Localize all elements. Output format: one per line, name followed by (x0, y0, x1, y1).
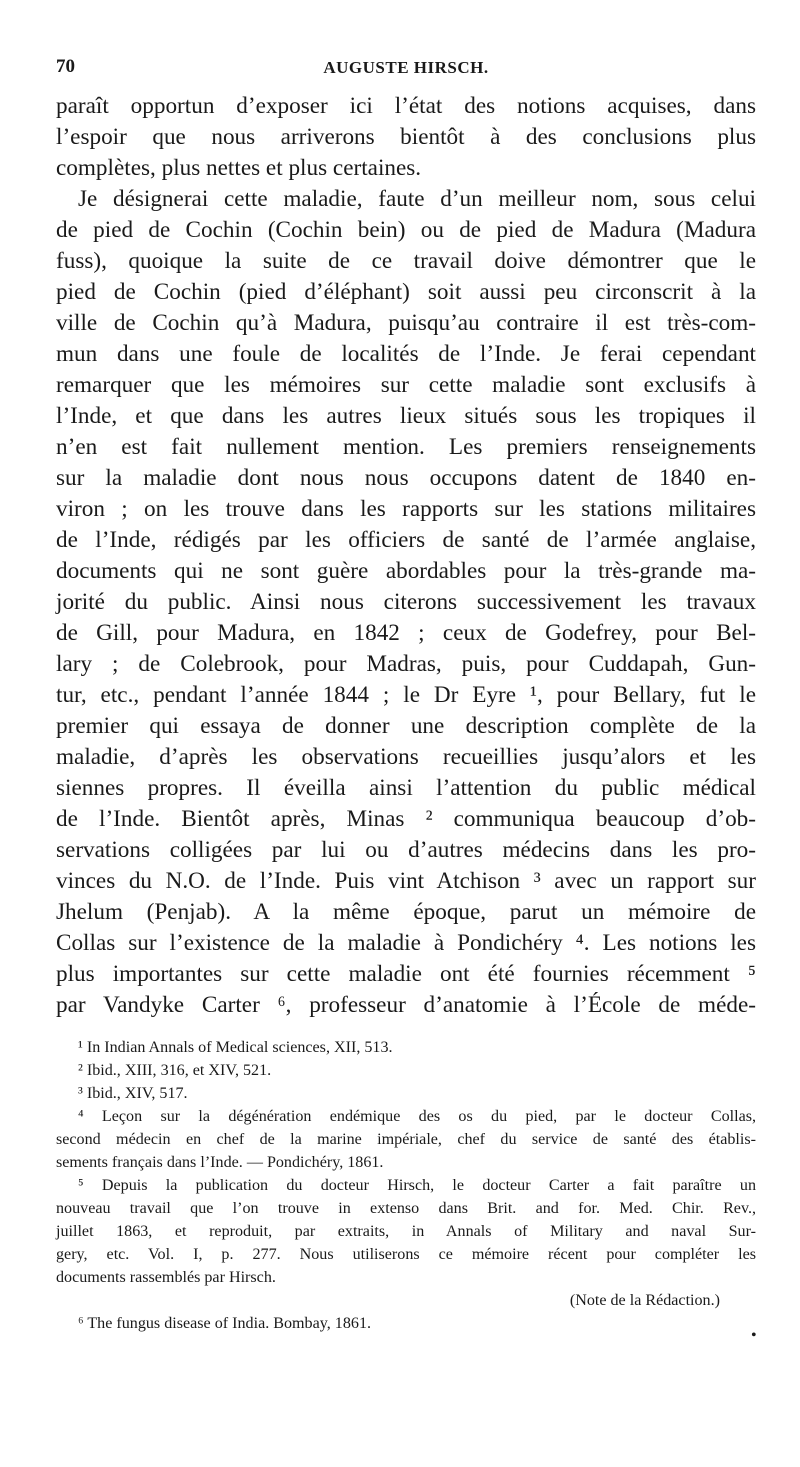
body-line: mun dans une foule de localités de l’Inde. Je ferai cependant (56, 341, 756, 367)
footnote-line: ⁴ Leçon sur la dégénération endémique des os du pied, par le docteur Collas, (78, 1108, 756, 1125)
footnote-line: sements français dans l’Inde. — Pondichéry, 1861. (56, 1154, 384, 1171)
body-line: de Gill, pour Madura, en 1842 ; ceux de Godefrey, pour Bel- (56, 620, 756, 646)
body-line: de pied de Cochin (Cochin bein) ou de pied de Madura (Madura (56, 217, 756, 243)
body-line: sur la maladie dont nous nous occupons datent de 1840 en- (56, 465, 756, 491)
footnote-line: documents rassemblés par Hirsch. (56, 1269, 276, 1286)
footnote-line: ⁶ The fungus disease of India. Bombay, 1861. (78, 1315, 372, 1332)
footnote-line: gery, etc. Vol. I, p. 277. Nous utiliserons ce mémoire récent pour compléter les (56, 1246, 756, 1263)
running-head (56, 50, 756, 82)
body-line: jorité du public. Ainsi nous citerons successivement les travaux (56, 589, 756, 615)
body-line: de l’Inde, rédigés par les officiers de santé de l’armée anglaise, (56, 527, 756, 553)
footnote-line: ¹ In Indian Annals of Medical sciences, XII, 513. (78, 1039, 393, 1056)
body-line: vinces du N.O. de l’Inde. Puis vint Atchison ³ avec un rapport sur (56, 868, 756, 894)
body-line: Jhelum (Penjab). A la même époque, parut un mémoire de (56, 899, 756, 925)
footnote-line: nouveau travail que l’on trouve in extenso dans Brit. and for. Med. Chir. Rev., (56, 1200, 756, 1217)
body-line: siennes propres. Il éveilla ainsi l’attention du public médical (56, 775, 756, 801)
footnote-line: ³ Ibid., XIV, 517. (78, 1085, 188, 1102)
body-line: pied de Cochin (pied d’éléphant) soit aussi peu circonscrit à la (56, 279, 756, 305)
editor-note: (Note de la Rédaction.) (569, 1292, 720, 1309)
footnote-line: juillet 1863, et reproduit, par extraits, in Annals of Military and naval Sur- (56, 1223, 756, 1240)
body-line: ville de Cochin qu’à Madura, puisqu’au contraire il est très-com- (56, 310, 756, 336)
editor-note-line (56, 1289, 756, 1312)
margin-dot: • (751, 1327, 757, 1344)
body-line: documents qui ne sont guère abordables pour la très-grande ma- (56, 558, 756, 584)
footnotes (56, 1036, 756, 1335)
page-number: 70 (56, 56, 75, 77)
body-line: lary ; de Colebrook, pour Madras, puis, pour Cuddapah, Gun- (56, 651, 756, 677)
body-line: de l’Inde. Bientôt après, Minas ² communiqua beaucoup d’ob- (56, 806, 756, 832)
body-line: Je désignerai cette maladie, faute d’un meilleur nom, sous celui (78, 186, 756, 212)
running-title: AUGUSTE HIRSCH. (323, 58, 489, 77)
body-line: l’espoir que nous arriverons bientôt à des conclusions plus (56, 124, 756, 150)
footnote-line: ² Ibid., XIII, 316, et XIV, 521. (78, 1062, 272, 1079)
body-line: maladie, d’après les observations recueillies jusqu’alors et les (56, 744, 756, 770)
body-line: par Vandyke Carter ⁶, professeur d’anatomie à l’École de méde- (56, 992, 756, 1018)
body-line: n’en est fait nullement mention. Les premiers renseignements (56, 434, 756, 460)
body-text (56, 91, 756, 1021)
body-line: viron ; on les trouve dans les rapports sur les stations militaires (56, 496, 756, 522)
body-line: paraît opportun d’exposer ici l’état des notions acquises, dans (56, 93, 756, 119)
footnote-line: second médecin en chef de la marine impériale, chef du service de santé des établis- (56, 1131, 756, 1148)
body-line: premier qui essaya de donner une description complète de la (56, 713, 756, 739)
body-line: tur, etc., pendant l’année 1844 ; le Dr Eyre ¹, pour Bellary, fut le (56, 682, 756, 708)
body-line: remarquer que les mémoires sur cette maladie sont exclusifs à (56, 372, 756, 398)
body-line: fuss), quoique la suite de ce travail doive démontrer que le (56, 248, 756, 274)
body-line: l’Inde, et que dans les autres lieux situés sous les tropiques il (56, 403, 756, 429)
body-line: servations colligées par lui ou d’autres médecins dans les pro- (56, 837, 756, 863)
body-line: complètes, plus nettes et plus certaines. (56, 155, 422, 181)
body-line: plus importantes sur cette maladie ont été fournies récemment ⁵ (56, 961, 756, 987)
footnote-line: ⁵ Depuis la publication du docteur Hirsch, le docteur Carter a fait paraître un (78, 1177, 756, 1194)
body-line: Collas sur l’existence de la maladie à Pondichéry ⁴. Les notions les (56, 930, 756, 956)
